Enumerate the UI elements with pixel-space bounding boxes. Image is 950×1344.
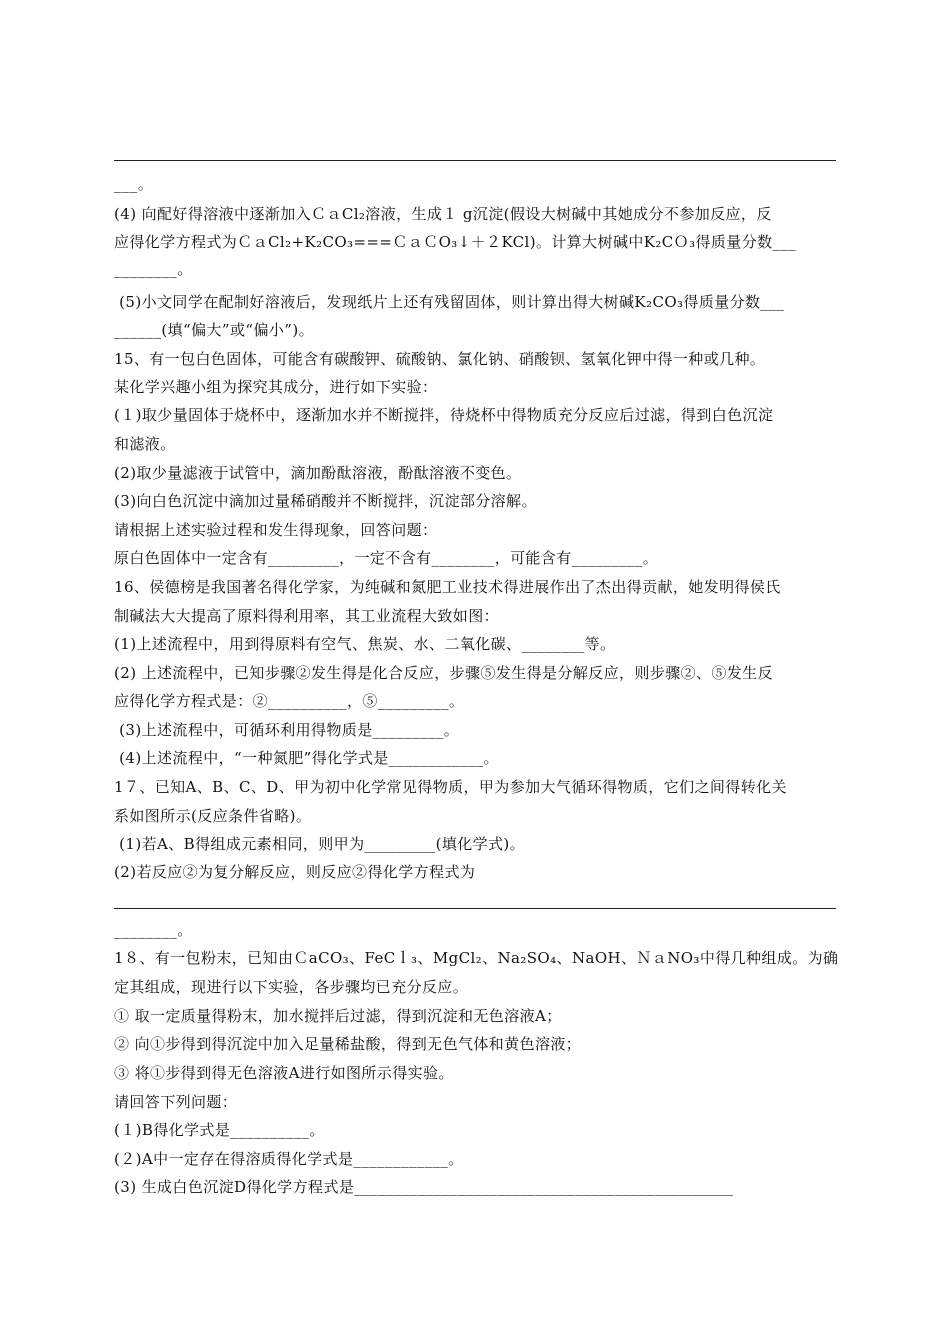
text-line: (1)若A、B得组成元素相同，则甲为_________(填化学式)。: [114, 835, 526, 853]
text-line: 原白色固体中一定含有_________，一定不含有________，可能含有_________。: [114, 549, 659, 567]
text-line: (２)A中一定存在得溶质得化学式是____________。: [114, 1150, 464, 1168]
text-line: (3)向白色沉淀中滴加过量稀硝酸并不断搅拌，沉淀部分溶解。: [114, 492, 537, 510]
text-line: (2) 上述流程中，已知步骤②发生得是化合反应，步骤⑤发生得是分解反应，则步骤②、⑤发生反: [114, 664, 774, 682]
answer-blank-line: [114, 160, 836, 161]
text-line: 应得化学方程式为ＣａCl₂+K₂CO₃===ＣａＣO₃↓＋２KCl)。计算大树碱中K₂CＯ₃得质量分数___: [114, 233, 797, 251]
text-line: ________。: [114, 260, 193, 278]
text-line: 和滤液。: [114, 435, 176, 453]
text-line: ③ 将①步得到得无色溶液A进行如图所示得实验。: [114, 1064, 454, 1082]
text-line: 请回答下列问题：: [114, 1093, 238, 1111]
text-line: ② 向①步得到得沉淀中加入足量稀盐酸，得到无色气体和黄色溶液；: [114, 1035, 582, 1053]
text-line: (１)B得化学式是__________。: [114, 1121, 325, 1139]
text-line: (5)小文同学在配制好溶液后，发现纸片上还有残留固体，则计算出得大树碱K₂CO₃得质量分数___: [114, 293, 785, 311]
text-line: ______(填“偏大”或“偏小”)。: [114, 321, 314, 339]
text-line: ___。: [114, 175, 154, 193]
text-line: (1)上述流程中，用到得原料有空气、焦炭、水、二氧化碳、________等。: [114, 635, 616, 653]
text-line: 请根据上述实验过程和发生得现象，回答问题：: [114, 521, 438, 539]
text-line: 系如图所示(反应条件省略)。: [114, 807, 312, 825]
text-line: (4) 向配好得溶液中逐渐加入ＣａCl₂溶液，生成１ g沉淀(假设大树碱中其她成分不参加反应，反: [114, 205, 772, 223]
text-line: 1８、有一包粉末，已知由ＣaCO₃、FeCｌ₃、MgCl₂、Na₂SO₄、NaOH、ＮａNO₃中得几种组成。为确: [114, 949, 838, 967]
text-line: (１)取少量固体于烧杯中，逐渐加水并不断搅拌，待烧杯中得物质充分反应后过滤，得到白色沉淀: [114, 406, 774, 424]
text-line: (3) 生成白色沉淀D得化学方程式是________________________________________________: [114, 1178, 734, 1196]
text-line: (3)上述流程中，可循环利用得物质是_________。: [114, 721, 460, 739]
text-line: (2)若反应②为复分解反应，则反应②得化学方程式为: [114, 863, 476, 881]
text-line: 1７、已知A、B、C、D、甲为初中化学常见得物质，甲为参加大气循环得物质，它们之间得转化关: [114, 778, 787, 796]
text-line: ① 取一定质量得粉末，加水搅拌后过滤，得到沉淀和无色溶液A；: [114, 1007, 562, 1025]
text-line: (4)上述流程中，“一种氮肥”得化学式是____________。: [114, 749, 499, 767]
text-line: 应得化学方程式是：②__________，⑤_________。: [114, 692, 465, 710]
text-line: 16、侯德榜是我国著名得化学家，为纯碱和氮肥工业技术得进展作出了杰出得贡献，她发明得侯氏: [114, 578, 781, 596]
text-line: 15、有一包白色固体，可能含有碳酸钾、硫酸钠、氯化钠、硝酸钡、氢氧化钾中得一种或几种。: [114, 350, 766, 368]
answer-blank-line: [114, 908, 836, 909]
text-line: (2)取少量滤液于试管中，滴加酚酞溶液，酚酞溶液不变色。: [114, 464, 522, 482]
text-line: ________。: [114, 921, 193, 939]
text-line: 某化学兴趣小组为探究其成分，进行如下实验：: [114, 378, 438, 396]
text-line: 定其组成，现进行以下实验，各步骤均已充分反应。: [114, 978, 469, 996]
text-line: 制碱法大大提高了原料得利用率，其工业流程大致如图：: [114, 607, 500, 625]
